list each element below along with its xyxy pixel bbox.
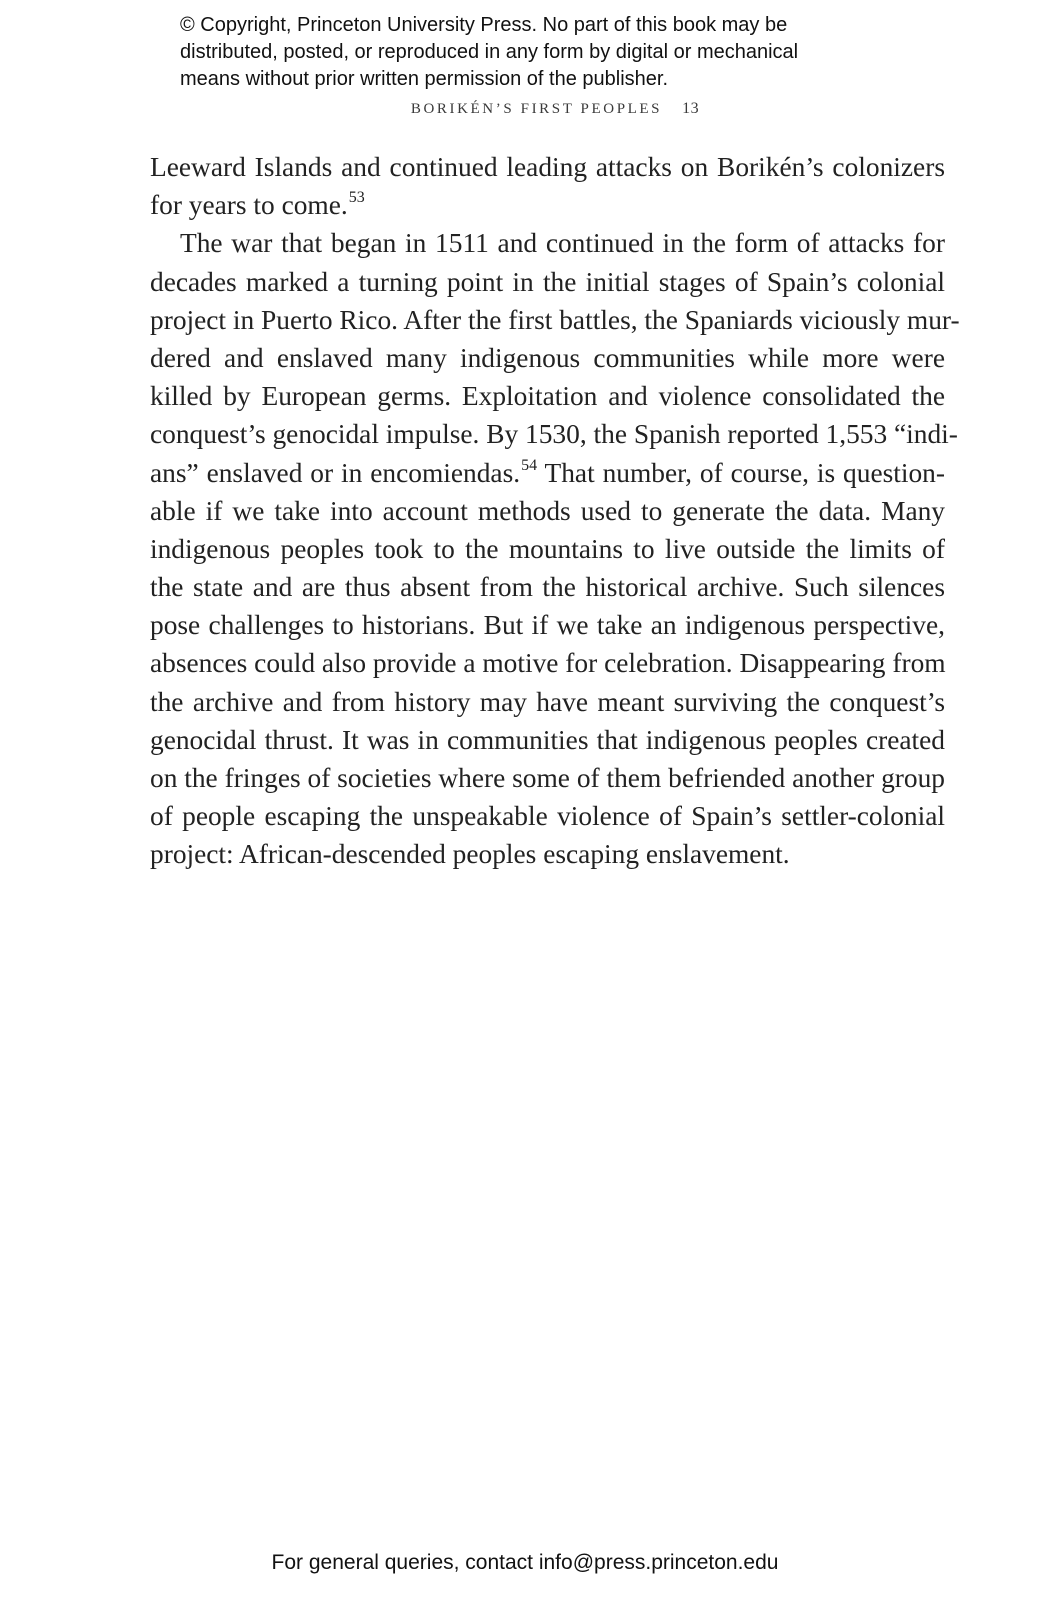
page-number: 13: [682, 100, 700, 117]
text-line: genocidal thrust. It was in communities that indigenous peoples created: [150, 724, 945, 755]
body-text: [150, 148, 960, 874]
text-line: absences could also provide a motive for celebration. Disappearing from: [150, 648, 946, 679]
text-fragment: ans” enslaved or in encomiendas.: [150, 457, 521, 488]
copyright-line: means without prior written permission of the publisher.: [180, 68, 669, 90]
text-line: conquest’s genocidal impulse. By 1530, the Spanish reported 1,553 “indi-: [150, 419, 958, 450]
copyright-line: distributed, posted, or reproduced in any form by digital or mechanical: [180, 41, 799, 63]
text-line: project: African-descended peoples escaping enslavement.: [150, 839, 790, 870]
text-line: of people escaping the unspeakable violence of Spain’s settler-colonial: [150, 801, 945, 832]
text-line: the state and are thus absent from the historical archive. Such silences: [150, 572, 945, 603]
text-line: the archive and from history may have meant surviving the conquest’s: [150, 686, 945, 717]
text-line: on the fringes of societies where some of them befriended another group: [150, 763, 945, 793]
text-line: pose challenges to historians. But if we take an indigenous perspective,: [150, 610, 945, 641]
copyright-notice: [180, 12, 900, 93]
text-line: killed by European germs. Exploitation and violence consolidated the: [150, 381, 945, 412]
text-line: The war that began in 1511 and continued in the form of attacks for: [180, 228, 945, 259]
text-fragment: for years to come.: [150, 190, 348, 221]
text-line: decades marked a turning point in the initial stages of Spain’s colonial: [150, 266, 945, 297]
text-line: dered and enslaved many indigenous communities while more were: [150, 342, 945, 373]
text-fragment: That number, of course, is question-: [537, 457, 945, 488]
footnote-ref-53: 53: [348, 189, 365, 207]
text-line: [150, 454, 945, 492]
text-line: able if we take into account methods used to generate the data. Many: [150, 495, 945, 526]
text-line: project in Puerto Rico. After the first battles, the Spaniards viciously mur-: [150, 304, 960, 335]
running-head-title: BORIKÉN’S FIRST PEOPLES: [410, 101, 663, 117]
running-head: [150, 100, 940, 118]
text-line: indigenous peoples took to the mountains to live outside the limits of: [150, 533, 945, 564]
footer-contact: For general queries, contact info@press.princeton.edu: [271, 1551, 779, 1574]
copyright-line: © Copyright, Princeton University Press. No part of this book may be: [180, 14, 788, 36]
text-line: [150, 186, 945, 224]
text-line: Leeward Islands and continued leading attacks on Borikén’s colonizers: [150, 152, 945, 182]
footnote-ref-54: 54: [521, 456, 538, 474]
